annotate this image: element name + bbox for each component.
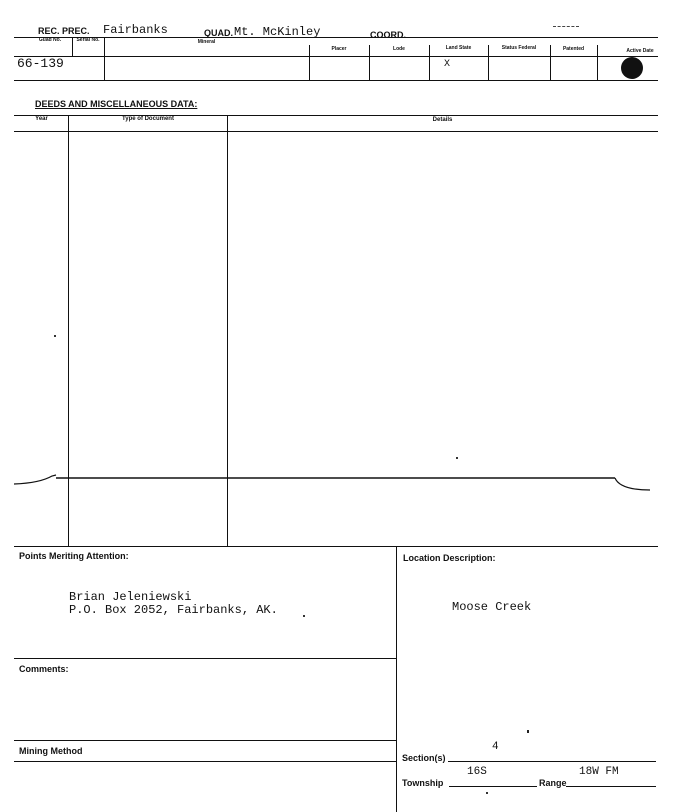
rule [14,37,658,38]
speck [54,335,56,337]
points-name: Brian Jeleniewski [69,590,192,604]
speck [456,457,458,459]
quad-label: QUAD. [204,28,233,38]
quad-value: Mt. McKinley [234,25,321,39]
range-value: 18W FM [579,766,619,778]
column-header-placer: Placer [331,46,347,52]
coord-label: COORD. [370,30,406,40]
column-header-year: Year [35,116,48,122]
range-label: Range [539,778,567,788]
claim-table [0,0,678,90]
rule [597,45,598,80]
column-header-serial-no: Serial No. [76,37,100,43]
location-label: Location Description: [403,553,496,563]
column-header-patented: Patented [562,46,585,52]
column-header-mineral: Mineral [197,39,216,45]
comments-label: Comments: [19,664,69,674]
column-header-type-of-document: Type of Document [122,116,174,122]
rec-prec-value: Fairbanks [103,23,168,37]
rec-prec-label: REC. PREC. [38,26,90,36]
rule [14,658,396,659]
rule [14,56,658,57]
points-label: Points Meriting Attention: [19,551,129,561]
speck [486,792,488,794]
column-header-land-state: Land State [445,45,472,51]
township-value: 16S [467,766,487,778]
rule [14,740,396,741]
range-field-line [566,786,656,787]
points-address: P.O. Box 2052, Fairbanks, AK. [69,603,278,617]
section-label: Section(s) [402,753,446,763]
rule [14,546,658,547]
township-field-line [449,786,537,787]
rule [396,546,397,812]
rule [14,131,658,132]
speck [527,730,529,733]
deeds-title: DEEDS AND MISCELLANEOUS DATA: [35,99,198,109]
column-header-lode: Lode [393,46,405,52]
column-header-active-date: Active Date [626,48,654,54]
column-header-details: Details [432,117,453,123]
land-state-mark: X [444,59,451,70]
rule [14,115,658,116]
rule [72,37,73,56]
township-label: Township [402,778,444,788]
fold-line [0,470,678,500]
location-value: Moose Creek [452,600,532,614]
column-header-status-federal: Status Federal [501,45,537,51]
rule [14,80,658,81]
section-field-line [448,761,656,762]
speck [303,615,305,617]
punch-hole-mark [621,57,643,79]
section-value: 4 [492,741,499,753]
column-header-guad-no: Guad No. [38,37,62,43]
mining-method-label: Mining Method [19,746,83,756]
guad-no-value: 66-139 [17,56,64,71]
rule [14,761,396,762]
